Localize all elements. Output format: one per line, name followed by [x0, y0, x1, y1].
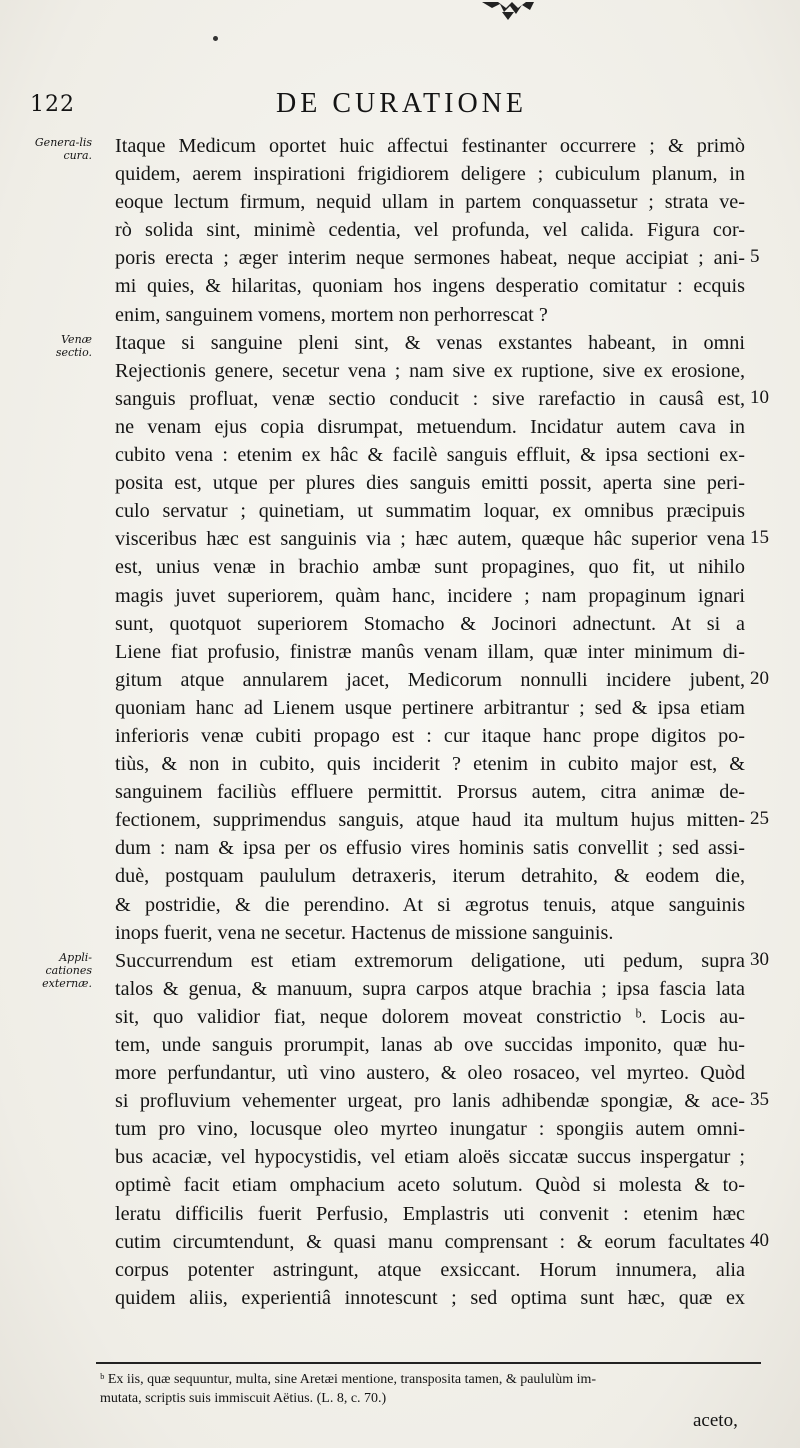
margin-note: Appli-cationes externæ.	[42, 950, 92, 990]
text-line: gitum atque annularem jacet, Medicorum nonnulli incidere jubent,	[115, 668, 745, 691]
text-line: sanguinem faciliùs effluere permittit. Prorsus autem, citra animæ de-	[115, 781, 745, 804]
footnote-line: mutata, scriptis suis immiscuit Aëtius. (L. 8, c. 70.)	[100, 1391, 387, 1406]
text-line: posita est, utque per plures dies sanguis emitti possit, aperta sine peri-	[115, 472, 745, 495]
text-line: Rejectionis genere, secetur vena ; nam sive ex ruptione, sive ex erosione,	[115, 359, 745, 382]
text-line: rò solida sint, minimè cedentia, vel profunda, vel calida. Figura cor-	[115, 219, 745, 242]
text-line: cutim circumtendunt, & quasi manu comprensant : & eorum facultates	[115, 1230, 745, 1253]
text-line: Liene fiat profusio, finistræ manûs venam illam, quæ inter minimum di-	[115, 640, 745, 663]
text-line: sunt, quotquot superiorem Stomacho & Jocinori adnectunt. At si a	[115, 612, 745, 635]
text-line: ne venam ejus copia disrumpat, metuendum. Incidatur autem cava in	[115, 415, 745, 438]
line-number: 20	[750, 667, 769, 689]
running-head: DE CURATIONE	[276, 88, 527, 119]
page-number: 122	[30, 92, 75, 117]
text-line: est, unius venæ in brachio ambæ sunt propagines, quo fit, ut nihilo	[115, 556, 745, 579]
margin-note: Genera-lis cura.	[34, 136, 92, 162]
text-line: Itaque Medicum oportet huic affectui festinanter occurrere ; & primò	[115, 135, 745, 157]
text-line: visceribus hæc est sanguinis via ; hæc autem, quæque hâc superior vena	[115, 528, 745, 551]
margin-note: Venæ sectio.	[55, 332, 92, 359]
text-line: tum pro vino, locusque oleo myrteo inungatur : spongiis autem omni-	[115, 1118, 745, 1141]
printer-ornament-icon	[478, 0, 538, 22]
text-line: quidem aliis, experientiâ innotescunt ; sed optima sunt hæc, quæ ex	[115, 1286, 745, 1309]
text-line: quoniam hanc ad Lienem usque pertinere arbitrantur ; sed & ipsa etiam	[115, 696, 745, 719]
text-line: more perfundantur, utì vino austero, & oleo rosaceo, vel myrteo. Quòd	[115, 1062, 745, 1085]
text-line: inops fuerit, vena ne secetur. Hactenus de missione sanguinis.	[115, 921, 614, 944]
line-number: 10	[750, 386, 769, 408]
catchword: aceto,	[693, 1410, 738, 1431]
text-line: sanguis profluat, venæ sectio conducit : sive rarefactio in causâ est,	[115, 387, 745, 410]
text-line: optimè facit etiam omphacium aceto solutum. Quòd si molesta & to-	[115, 1174, 745, 1197]
text-line: Itaque si sanguine pleni sint, & venas exstantes habeant, in omni	[115, 331, 745, 354]
text-line: talos & genua, & manuum, supra carpos atque brachia ; ipsa fascia lata	[115, 977, 745, 1000]
line-number: 5	[750, 246, 760, 268]
text-line: tem, unde sanguis prorumpit, lanas ab ove succidas imponito, quæ hu-	[115, 1034, 745, 1056]
line-number: 30	[750, 948, 769, 970]
text-line: bus acaciæ, vel hypocystidis, vel etiam aloës siccatæ succus inspergatur ;	[115, 1146, 745, 1169]
footnote	[100, 1370, 760, 1408]
text-line: corpus potenter astringunt, atque exsiccant. Horum innumera, alia	[115, 1258, 745, 1281]
text-line: fectionem, supprimendus sanguis, atque haud ita multum hujus mitten-	[115, 809, 745, 832]
text-line: culo servatur ; quinetiam, ut summatim loquar, ex omnibus præcipuis	[115, 500, 745, 523]
text-line: quidem, aerem inspirationi frigidiorem deligere ; cubiculum planum, in	[115, 163, 745, 186]
footnote-rule	[96, 1362, 761, 1364]
text-line: mi quies, & hilaritas, quoniam hos ingens desperatio comitatur : ecquis	[115, 275, 745, 298]
line-number: 40	[750, 1229, 769, 1251]
decorative-dot	[213, 36, 218, 41]
text-line: sit, quo validior fiat, neque dolorem moveat constrictio ᵇ. Locis au-	[115, 1005, 745, 1028]
footnote-line: ᵇ Ex iis, quæ sequuntur, multa, sine Aretæi mentione, transposita tamen, & paululùm im-	[100, 1372, 597, 1387]
line-number: 25	[750, 808, 769, 830]
text-line: poris erecta ; æger interim neque sermones habeat, neque accipiat ; ani-	[115, 247, 745, 270]
text-line: duè, postquam paululum detraxeris, iterum detrahito, & eodem die,	[115, 865, 745, 888]
text-line: eoque lectum firmum, nequid ullam in partem conquassetur ; strata ve-	[115, 191, 745, 214]
text-line: cubito vena : etenim ex hâc & facilè sanguis effluit, & ipsa sectioni ex-	[115, 444, 745, 467]
line-number: 15	[750, 527, 769, 549]
text-line: magis juvet superiorem, quàm hanc, incidere ; nam propaginum ignari	[115, 584, 745, 607]
line-number: 35	[750, 1089, 769, 1111]
text-line: si profluvium vehementer urgeat, pro lanis adhibendæ spongiæ, & ace-	[115, 1090, 745, 1113]
text-line: leratu difficilis fuerit Perfusio, Emplastris uti convenit : etenim hæc	[115, 1202, 745, 1225]
text-line: tiùs, & non in cubito, quis inciderit ? etenim in cubito major est, &	[115, 753, 745, 776]
text-line: enim, sanguinem vomens, mortem non perhorrescat ?	[115, 303, 548, 326]
text-line: & postridie, & die perendino. At si ægrotus tenuis, atque sanguinis	[115, 893, 745, 916]
text-line: dum : nam & ipsa per os effusio vires hominis satis convellit ; sed assi-	[115, 837, 745, 860]
text-line: inferioris venæ cubiti propago est : cur itaque hanc prope digitos po-	[115, 724, 745, 747]
text-line: Succurrendum est etiam extremorum deligatione, uti pedum, supra	[115, 949, 745, 972]
main-text-block	[115, 132, 745, 1312]
